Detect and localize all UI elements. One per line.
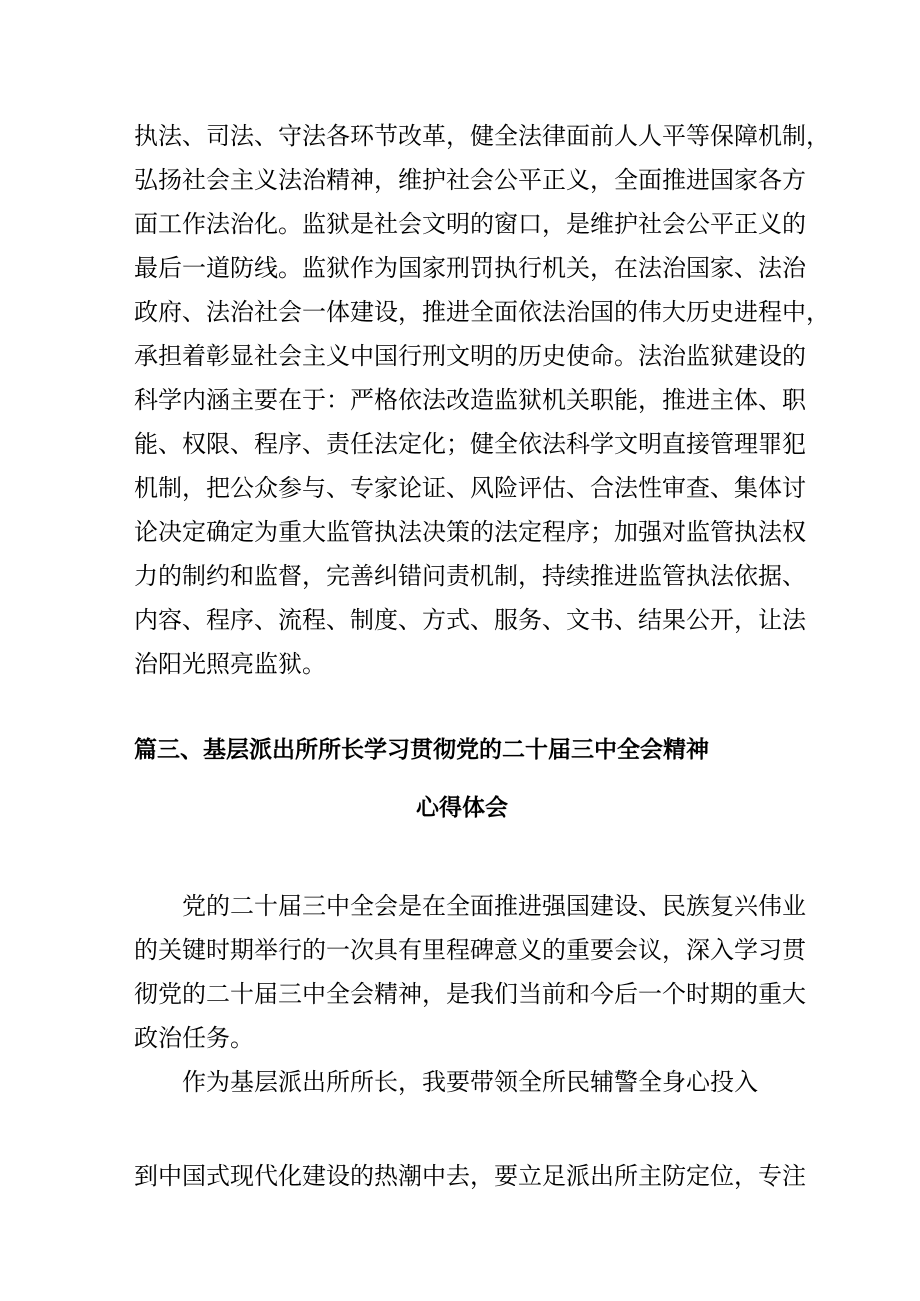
section-heading: 篇三、基层派出所所长学习贯彻党的二十届三中全会精神 <box>134 737 709 763</box>
text-line: 的关键时期举行的一次具有里程碑意义的重要会议，深入学习贯 <box>134 936 806 964</box>
paragraph-station-chief <box>134 1060 794 1104</box>
text-line: 彻党的二十届三中全会精神，是我们当前和今后一个时期的重大 <box>134 980 806 1008</box>
text-line: 治阳光照亮监狱。 <box>134 650 326 678</box>
text-line: 弘扬社会主义法治精神，维护社会公平正义，全面推进国家各方 <box>134 166 806 194</box>
text-line: 到中国式现代化建设的热潮中去，要立足派出所主防定位，专注 <box>134 1162 806 1190</box>
text-line: 承担着彰显社会主义中国行刑文明的历史使命。法治监狱建设的 <box>134 342 806 370</box>
text-line: 政治任务。 <box>134 1024 254 1052</box>
text-line: 党的二十届三中全会是在全面推进强国建设、民族复兴伟业 <box>182 892 806 920</box>
text-line: 能、权限、程序、责任法定化；健全依法科学文明直接管理罪犯 <box>134 430 806 458</box>
text-line: 最后一道防线。监狱作为国家刑罚执行机关，在法治国家、法治 <box>134 254 806 282</box>
text-line: 科学内涵主要在于：严格依法改造监狱机关职能，推进主体、职 <box>134 386 806 414</box>
paragraph-prison-rule-of-law <box>134 114 830 686</box>
text-line: 执法、司法、守法各环节改革，健全法律面前人人平等保障机制， <box>134 122 830 150</box>
text-line: 论决定确定为重大监管执法决策的法定程序；加强对监管执法权 <box>134 518 806 546</box>
text-line: 内容、程序、流程、制度、方式、服务、文书、结果公开，让法 <box>134 606 806 634</box>
paragraph-plenum-significance <box>134 884 806 1060</box>
text-line: 力的制约和监督，完善纠错问责机制，持续推进监管执法依据、 <box>134 562 806 590</box>
text-line: 机制，把公众参与、专家论证、风险评估、合法性审查、集体讨 <box>134 474 806 502</box>
section-subheading: 心得体会 <box>416 795 508 821</box>
paragraph-continuation <box>134 1154 806 1198</box>
text-line: 政府、法治社会一体建设，推进全面依法治国的伟大历史进程中， <box>134 298 830 326</box>
text-line: 作为基层派出所所长，我要带领全所民辅警全身心投入 <box>182 1068 758 1096</box>
text-line: 面工作法治化。监狱是社会文明的窗口，是维护社会公平正义的 <box>134 210 806 238</box>
